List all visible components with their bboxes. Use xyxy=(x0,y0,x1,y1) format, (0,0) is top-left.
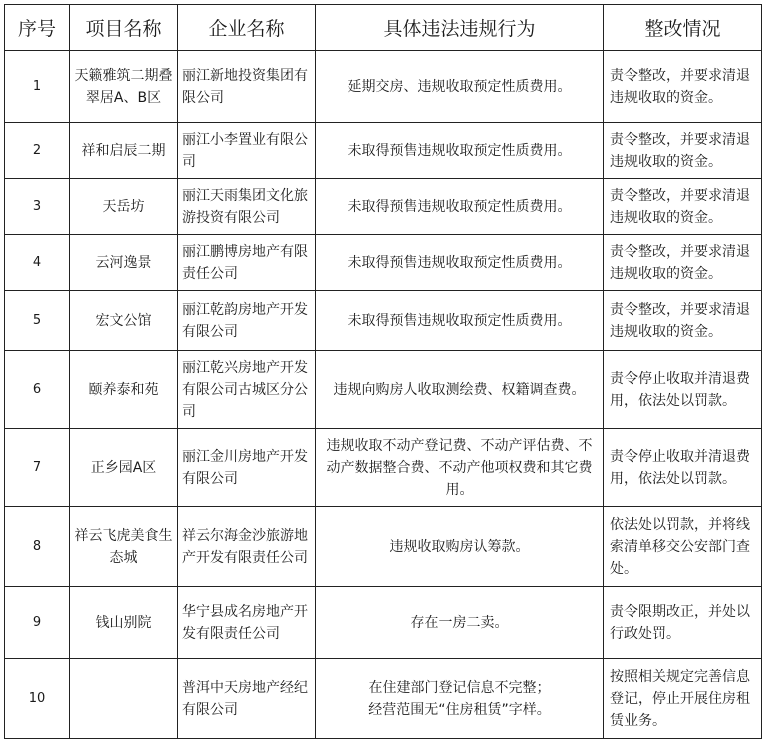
row-rectification: 责令整改，并要求清退违规收取的资金。 xyxy=(604,179,762,235)
row-no: 8 xyxy=(5,507,70,587)
row-no: 9 xyxy=(5,587,70,659)
table-row xyxy=(5,291,762,351)
row-company: 丽江天雨集团文化旅游投资有限公司 xyxy=(178,179,316,235)
row-no: 5 xyxy=(5,291,70,351)
table-row xyxy=(5,659,762,739)
row-rectification: 责令限期改正，并处以行政处罚。 xyxy=(604,587,762,659)
row-no: 6 xyxy=(5,351,70,429)
row-no: 2 xyxy=(5,123,70,179)
row-no: 1 xyxy=(5,51,70,123)
row-project: 祥和启辰二期 xyxy=(70,123,178,179)
row-company: 丽江新地投资集团有限公司 xyxy=(178,51,316,123)
row-violation xyxy=(316,659,604,739)
row-rectification: 责令停止收取并清退费用，依法处以罚款。 xyxy=(604,351,762,429)
row-project: 天籁雅筑二期叠翠居A、B区 xyxy=(70,51,178,123)
violation-line: 在住建部门登记信息不完整； xyxy=(368,679,551,696)
violations-table xyxy=(4,4,762,739)
row-rectification: 责令整改，并要求清退违规收取的资金。 xyxy=(604,123,762,179)
header-project: 项目名称 xyxy=(70,5,178,51)
row-company: 丽江乾韵房地产开发有限公司 xyxy=(178,291,316,351)
table-row xyxy=(5,235,762,291)
row-violation: 未取得预售违规收取预定性质费用。 xyxy=(316,291,604,351)
header-no: 序号 xyxy=(5,5,70,51)
header-violation: 具体违法违规行为 xyxy=(316,5,604,51)
header-company: 企业名称 xyxy=(178,5,316,51)
row-company: 普洱中天房地产经纪有限公司 xyxy=(178,659,316,739)
row-rectification: 按照相关规定完善信息登记，停止开展住房租赁业务。 xyxy=(604,659,762,739)
header-rectification: 整改情况 xyxy=(604,5,762,51)
row-company: 丽江乾兴房地产开发有限公司古城区分公司 xyxy=(178,351,316,429)
table-header-row xyxy=(5,5,762,51)
table-row xyxy=(5,51,762,123)
row-rectification: 责令整改，并要求清退违规收取的资金。 xyxy=(604,51,762,123)
row-company: 祥云尔海金沙旅游地产开发有限责任公司 xyxy=(178,507,316,587)
row-project: 宏文公馆 xyxy=(70,291,178,351)
row-violation: 违规收取购房认筹款。 xyxy=(316,507,604,587)
row-violation: 存在一房二卖。 xyxy=(316,587,604,659)
violation-line: 经营范围无“住房租赁”字样。 xyxy=(368,701,551,718)
table-row xyxy=(5,179,762,235)
row-rectification: 责令停止收取并清退费用，依法处以罚款。 xyxy=(604,429,762,507)
row-violation: 未取得预售违规收取预定性质费用。 xyxy=(316,235,604,291)
row-project: 云河逸景 xyxy=(70,235,178,291)
row-project: 祥云飞虎美食生态城 xyxy=(70,507,178,587)
row-no: 4 xyxy=(5,235,70,291)
row-violation: 未取得预售违规收取预定性质费用。 xyxy=(316,123,604,179)
table-row xyxy=(5,587,762,659)
table-row xyxy=(5,429,762,507)
row-company: 丽江鹏博房地产有限责任公司 xyxy=(178,235,316,291)
row-project: 天岳坊 xyxy=(70,179,178,235)
row-company: 华宁县成名房地产开发有限责任公司 xyxy=(178,587,316,659)
table-row xyxy=(5,351,762,429)
row-no: 3 xyxy=(5,179,70,235)
row-project xyxy=(70,659,178,739)
row-violation: 延期交房、违规收取预定性质费用。 xyxy=(316,51,604,123)
row-violation: 未取得预售违规收取预定性质费用。 xyxy=(316,179,604,235)
row-rectification: 责令整改，并要求清退违规收取的资金。 xyxy=(604,291,762,351)
row-project: 钱山别院 xyxy=(70,587,178,659)
row-project: 颐养泰和苑 xyxy=(70,351,178,429)
table-row xyxy=(5,123,762,179)
row-violation: 违规收取不动产登记费、不动产评估费、不动产数据整合费、不动产他项权费和其它费用。 xyxy=(316,429,604,507)
table-row xyxy=(5,507,762,587)
row-company: 丽江小李置业有限公司 xyxy=(178,123,316,179)
row-rectification: 责令整改，并要求清退违规收取的资金。 xyxy=(604,235,762,291)
row-company: 丽江金川房地产开发有限公司 xyxy=(178,429,316,507)
row-no: 10 xyxy=(5,659,70,739)
row-no: 7 xyxy=(5,429,70,507)
row-rectification: 依法处以罚款，并将线索清单移交公安部门查处。 xyxy=(604,507,762,587)
row-project: 正乡园A区 xyxy=(70,429,178,507)
row-violation: 违规向购房人收取测绘费、权籍调查费。 xyxy=(316,351,604,429)
